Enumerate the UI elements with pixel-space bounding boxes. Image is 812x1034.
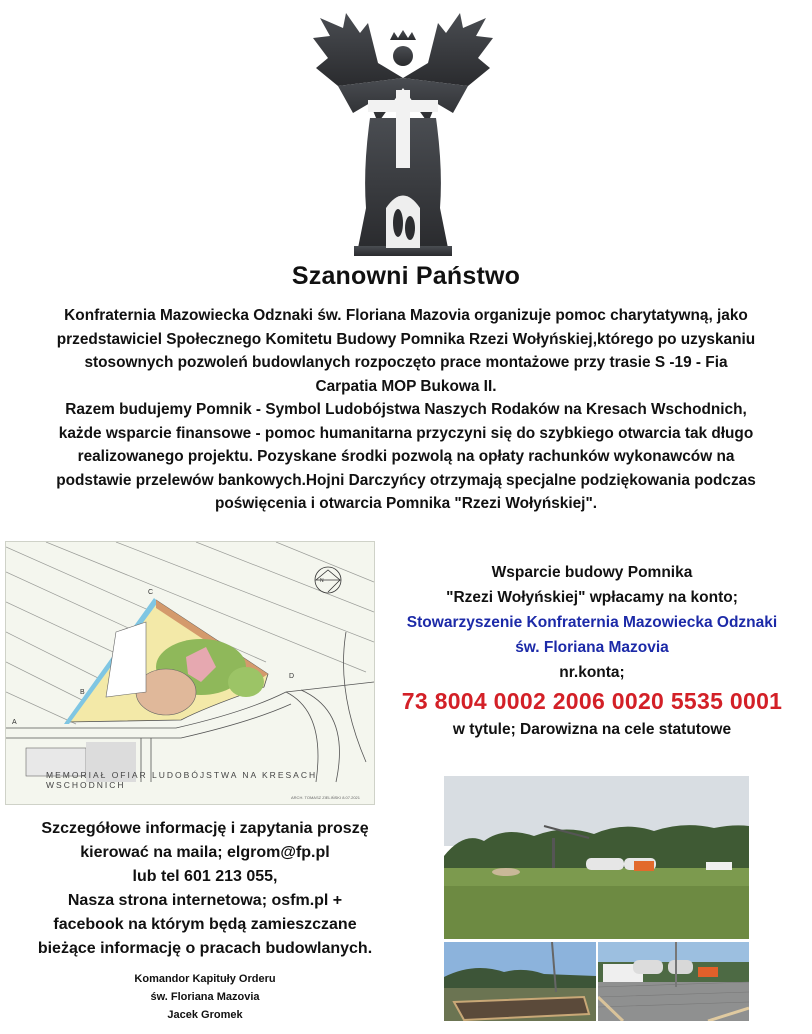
intro-line: realizowanego projektu. Pozyskane środki pozwolą na opłaty rachunków wykonawców na: [77, 448, 735, 465]
intro-line: podstawie przelewów bankowych.Hojni Darczyńcy otrzymają specjalne podziękowania podczas: [56, 471, 756, 489]
signature: [0, 970, 410, 1024]
intro-line: przedstawiciel Społecznego Komitetu Budowy Pomnika Rzezi Wołyńskiej,którego po uzyskaniu: [56, 330, 756, 348]
intro-line: każde wsparcie finansowe - pomoc humanitarna przyczyni się do szybkiego otwarcia tak długo: [58, 424, 754, 442]
intro-line: Konfraternia Mazowiecka Odznaki św. Floriana Mazovia organizuje pomoc charytatywną, jako: [64, 307, 748, 324]
donation-line: Wsparcie budowy Pomnika: [491, 564, 693, 581]
site-plan-drawing: [5, 541, 375, 805]
site-plan-author: ARCH. TOMASZ ZIELIŃSKI 8.07.2021: [291, 795, 360, 800]
intro-paragraph: [4, 304, 808, 516]
intro-line: poświęcenia i otwarcia Pomnika "Rzezi Wołyńskiej".: [214, 495, 598, 512]
construction-photo-main: [444, 776, 749, 939]
intro-line: Razem budujemy Pomnik - Symbol Ludobójstwa Naszych Rodaków na Kresach Wschodnich,: [65, 401, 747, 418]
account-number: 73 8004 0002 2006 0020 5535 0001: [401, 688, 783, 714]
construction-photo-formwork: [444, 942, 596, 1021]
contact-line: facebook na którym będą zamieszczane: [53, 916, 357, 933]
signature-line: Jacek Gromek: [167, 1009, 243, 1021]
plan-label-c: C: [148, 589, 154, 596]
organization-name: św. Floriana Mazovia: [515, 639, 669, 656]
site-plan-caption: MEMORIAŁ OFIAR LUDOBÓJSTWA NA KRESACH WSCHODNICH: [46, 770, 318, 790]
transfer-title: w tytule; Darowizna na cele statutowe: [452, 721, 732, 738]
account-label: nr.konta;: [559, 664, 625, 681]
contact-line: lub tel 601 213 055,: [132, 868, 278, 885]
donation-line: "Rzezi Wołyńskiej" wpłacamy na konto;: [446, 589, 738, 606]
construction-photo-concrete-pouring: [598, 942, 749, 1021]
contact-info: [0, 817, 410, 961]
contact-line: Nasza strona internetowa; osfm.pl +: [67, 892, 343, 909]
page-heading: Szanowni Państwo: [291, 262, 521, 290]
plan-label-d: D: [289, 673, 295, 680]
intro-line: stosownych pozwoleń budowlanych rozpoczęto prace montażowe przy trasie S -19 - Fia: [84, 354, 728, 371]
organization-name: Stowarzyszenie Konfraternia Mazowiecka Odznaki: [406, 614, 778, 631]
contact-line: Szczegółowe informację i zapytania proszę: [41, 820, 369, 837]
plan-label-b: B: [80, 689, 85, 696]
plan-label-north: N: [320, 578, 324, 584]
signature-line: św. Floriana Mazovia: [150, 991, 260, 1003]
donation-info: [372, 560, 812, 742]
signature-line: Komandor Kapituły Orderu: [134, 973, 276, 985]
contact-line: bieżące informację o pracach budowlanych.: [37, 940, 373, 957]
contact-line: kierować na maila; elgrom@fp.pl: [80, 844, 330, 861]
monument-image: [308, 8, 498, 260]
intro-line: Carpatia MOP Bukowa II.: [315, 377, 497, 395]
plan-label-a: A: [12, 719, 17, 726]
